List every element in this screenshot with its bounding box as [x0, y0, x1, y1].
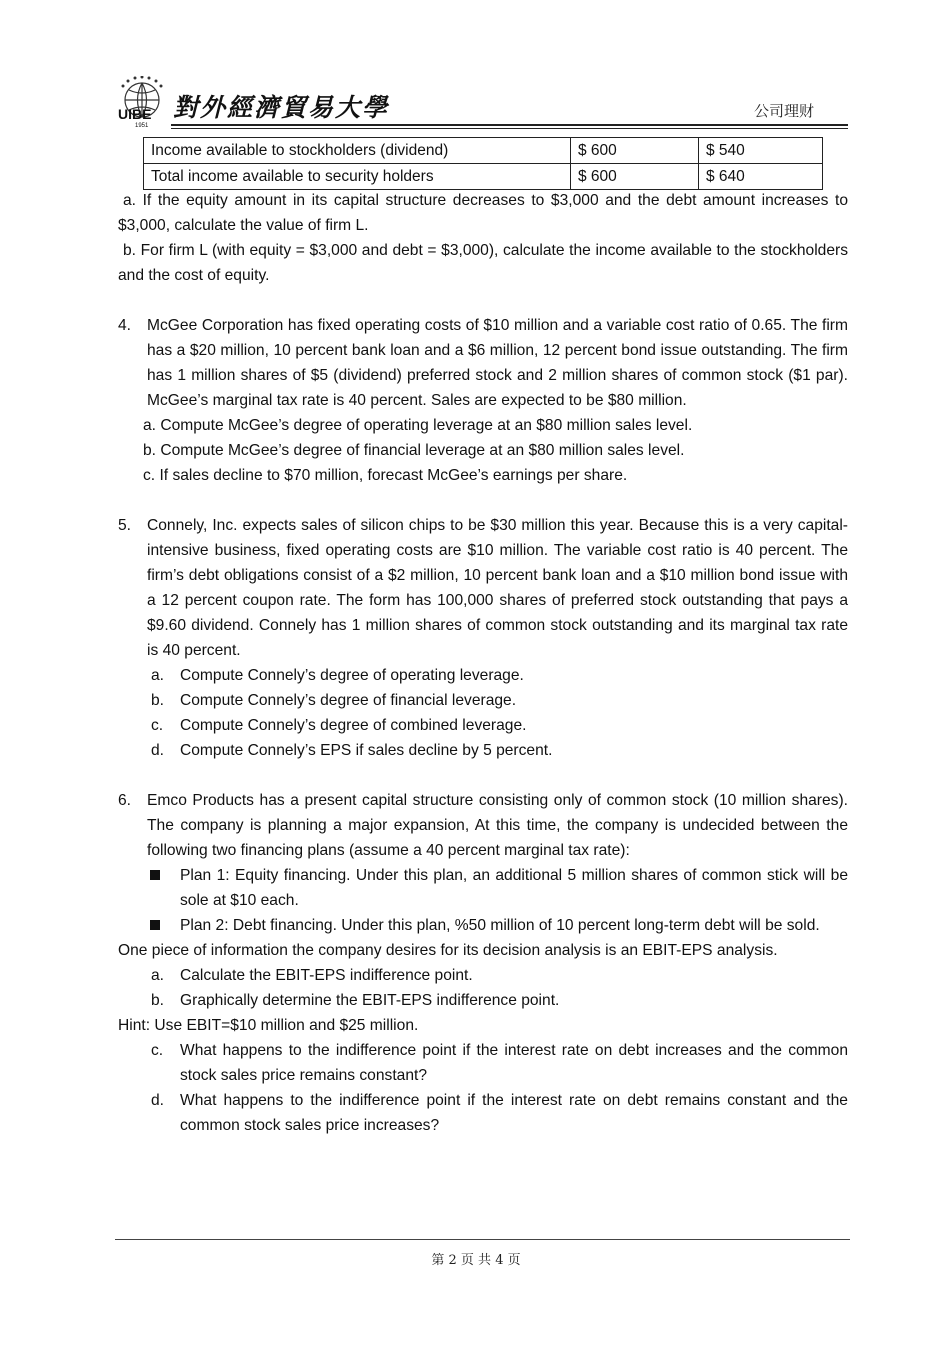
page-number: 第 2 页 共 4 页	[431, 1253, 521, 1268]
course-title: 公司理财	[753, 103, 814, 120]
question-6-info: One piece of information the company desires for its decision analysis is an EBIT-EPS analysis.	[118, 942, 778, 959]
question-6b: b. Graphically determine the EBIT-EPS indifference point.	[151, 992, 560, 1009]
question-6a: a. Calculate the EBIT-EPS indifference point.	[151, 967, 473, 984]
plan-2: Plan 2: Debt financing. Under this plan, %50 million of 10 percent long-term debt will be sold.	[118, 913, 848, 938]
university-name: 對外經濟貿易大學	[173, 93, 390, 122]
page-header	[115, 76, 848, 130]
table-cell: Total income available to security holders	[144, 164, 571, 190]
question-6-hint: Hint: Use EBIT=$10 million and $25 million.	[118, 1017, 419, 1034]
question-5b: b. Compute Connely’s degree of financial leverage.	[151, 692, 517, 709]
bullet-icon	[147, 863, 180, 913]
svg-text:1951: 1951	[135, 123, 149, 128]
question-4a: a. Compute McGee’s degree of operating leverage at an $80 million sales level.	[143, 417, 693, 434]
table-cell: $ 540	[699, 138, 823, 164]
question-number: 5.	[118, 517, 132, 534]
svg-text:UIBE: UIBE	[118, 106, 152, 122]
header-rule	[171, 124, 848, 126]
table-row	[144, 138, 823, 164]
question-6	[118, 788, 848, 863]
question-5	[118, 513, 848, 663]
plan-1: Plan 1: Equity financing. Under this plan, an additional 5 million shares of common stick will be sole at $10 each.	[118, 863, 848, 913]
question-5c: c. Compute Connely’s degree of combined leverage.	[151, 717, 527, 734]
question-6d: d. What happens to the indifference point if the interest rate on debt remains constant and the common stock sales price increases?	[151, 1092, 848, 1134]
question-4c: c. If sales decline to $70 million, forecast McGee’s earnings per share.	[143, 467, 628, 484]
income-table	[143, 137, 823, 190]
question-number: 4.	[118, 317, 132, 334]
table-row	[144, 164, 823, 190]
question-number: 6.	[118, 792, 132, 809]
question-text: McGee Corporation has fixed operating costs of $10 million and a variable cost ratio of 0.65. The firm has a $20 million, 10 percent bank loan and a $6 million, 12 percent bond issue outstanding. The firm has 1 million shares of $5 (dividend) preferred stock and 2 million shares of common stock ($1 par). McGee’s marginal tax rate is 40 percent. Sales are expected to be $80 million.	[147, 317, 848, 409]
question-5a: a. Compute Connely’s degree of operating leverage.	[151, 667, 524, 684]
question-4	[118, 313, 848, 413]
university-logo	[115, 76, 173, 128]
table-cell: Income available to stockholders (dividend)	[144, 138, 571, 164]
question-3a: a. If the equity amount in its capital structure decreases to $3,000 and the debt amount increases to $3,000, calculate the value of firm L.	[118, 192, 848, 234]
bullet-icon	[147, 913, 180, 938]
header-rule-thin	[171, 128, 848, 129]
table-cell: $ 600	[571, 164, 699, 190]
document-body	[118, 188, 848, 1138]
question-text: Connely, Inc. expects sales of silicon chips to be $30 million this year. Because this is a very capital-intensive business, fixed operating costs are $10 million. The variable cost ratio is 40 percent. The firm’s debt obligations consist of a $2 million, 10 percent bank loan and a $10 million bond issue with a 12 percent coupon rate. The form has 100,000 shares of preferred stock outstanding that pays a $9.60 dividend. Connely has 1 million shares of common stock outstanding and its marginal tax rate is 40 percent.	[147, 517, 848, 659]
footer-rule	[115, 1239, 850, 1240]
question-6c: c. What happens to the indifference point if the interest rate on debt increases and the common stock sales price remains constant?	[151, 1042, 848, 1084]
table-cell: $ 600	[571, 138, 699, 164]
question-text: Emco Products has a present capital structure consisting only of common stock (10 million shares). The company is planning a major expansion, At this time, the company is undecided between the following two financing plans (assume a 40 percent marginal tax rate):	[147, 792, 848, 859]
question-4b: b. Compute McGee’s degree of financial leverage at an $80 million sales level.	[143, 442, 685, 459]
question-3b: b. For firm L (with equity = $3,000 and debt = $3,000), calculate the income available to the stockholders and the cost of equity.	[118, 242, 848, 284]
table-cell: $ 640	[699, 164, 823, 190]
question-5d: d. Compute Connely’s EPS if sales decline by 5 percent.	[151, 742, 553, 759]
